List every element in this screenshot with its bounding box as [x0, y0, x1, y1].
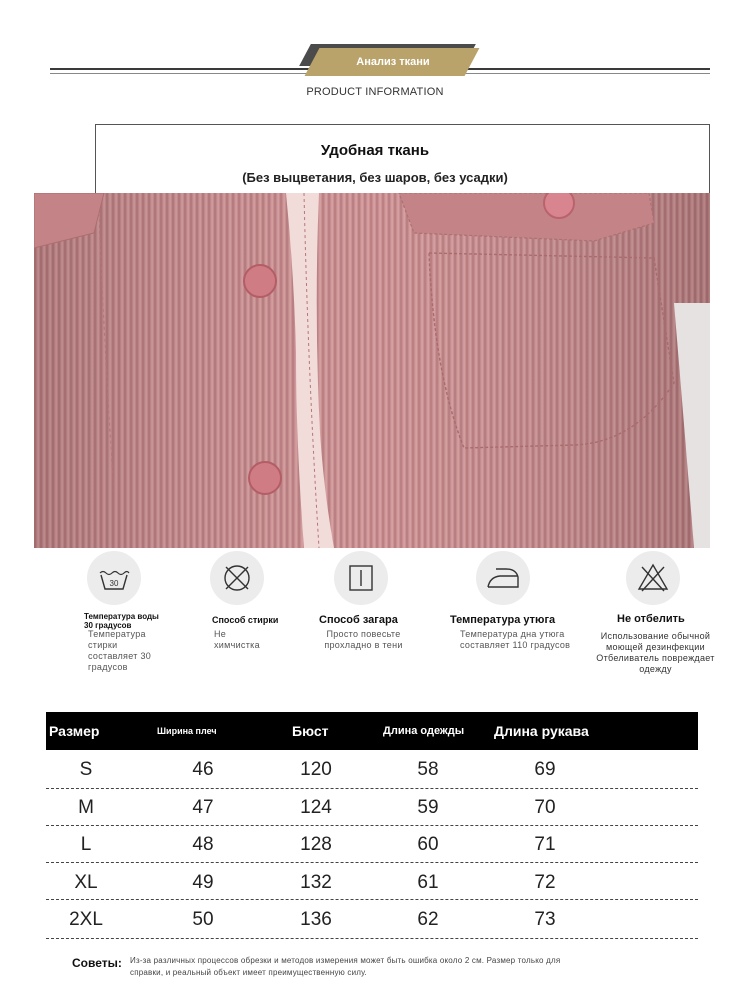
table-cell: 58: [417, 759, 439, 780]
tips-label: Советы:: [72, 956, 122, 970]
row-divider: [46, 862, 698, 863]
table-cell: 132: [300, 872, 332, 893]
table-cell: 48: [192, 834, 214, 855]
line-dry-icon: [334, 551, 388, 605]
col-header-length: Длина одежды: [383, 725, 465, 737]
tips-text: Из-за различных процессов обрезки и методов измерения может быть ошибка около 2 см. Размер только для справки, и реальный объект имеет преимущественную силу.: [130, 956, 561, 977]
fabric-photo: [34, 193, 710, 548]
row-divider: [46, 899, 698, 900]
table-cell: L: [80, 834, 92, 855]
table-cell: 50: [192, 909, 214, 930]
care-title-bleach: Не отбелить: [617, 613, 685, 625]
care-desc-bleach: Использование обычной моющей дезинфекции Отбеливатель повреждает одежду: [596, 631, 715, 674]
fabric-title: Удобная ткань: [320, 142, 430, 159]
iron-110-icon: [476, 551, 530, 605]
table-cell: 62: [417, 909, 439, 930]
table-cell: 46: [192, 759, 214, 780]
table-cell: 124: [300, 797, 332, 818]
col-header-bust: Бюст: [292, 723, 329, 739]
table-cell: XL: [74, 872, 98, 893]
care-desc-iron: Температура дна утюга составляет 110 градусов: [460, 629, 571, 650]
table-cell: 128: [300, 834, 332, 855]
header-tab-label: Анализ ткани: [356, 56, 430, 68]
header-subtitle: PRODUCT INFORMATION: [306, 86, 444, 98]
size-table-header: [46, 712, 698, 750]
no-bleach-icon: [626, 551, 680, 605]
table-cell: 70: [534, 797, 556, 818]
care-title-water: Температура воды 30 градусов: [84, 612, 159, 630]
care-title-dry: Способ загара: [319, 614, 398, 626]
table-cell: 71: [534, 834, 556, 855]
table-cell: 69: [534, 759, 556, 780]
care-title-iron: Температура утюга: [450, 614, 556, 626]
table-cell: 136: [300, 909, 332, 930]
svg-text:30: 30: [109, 579, 119, 588]
care-desc-dry: Просто повесьте прохладно в тени: [324, 629, 403, 650]
col-header-size: Размер: [49, 723, 100, 739]
col-header-sleeve: Длина рукава: [494, 723, 589, 739]
table-cell: M: [78, 797, 94, 818]
table-cell: 73: [534, 909, 556, 930]
row-divider: [46, 788, 698, 789]
table-cell: 72: [534, 872, 556, 893]
col-header-shoulder: Ширина плеч: [157, 726, 217, 736]
table-cell: 60: [417, 834, 439, 855]
table-cell: 61: [417, 872, 439, 893]
table-cell: 49: [192, 872, 214, 893]
fabric-subtitle: (Без выцветания, без шаров, без усадки): [242, 170, 508, 185]
care-desc-wash: Не химчистка: [214, 629, 260, 650]
wash-30-icon: [87, 551, 141, 605]
care-title-wash: Способ стирки: [212, 615, 279, 625]
no-dry-clean-icon: [210, 551, 264, 605]
table-cell: S: [79, 759, 93, 780]
care-desc-water: Температура стирки составляет 30 градусов: [88, 629, 152, 672]
table-cell: 2XL: [69, 909, 103, 930]
table-cell: 59: [417, 797, 439, 818]
table-cell: 47: [192, 797, 214, 818]
table-cell: 120: [300, 759, 332, 780]
row-divider: [46, 938, 698, 939]
row-divider: [46, 825, 698, 826]
